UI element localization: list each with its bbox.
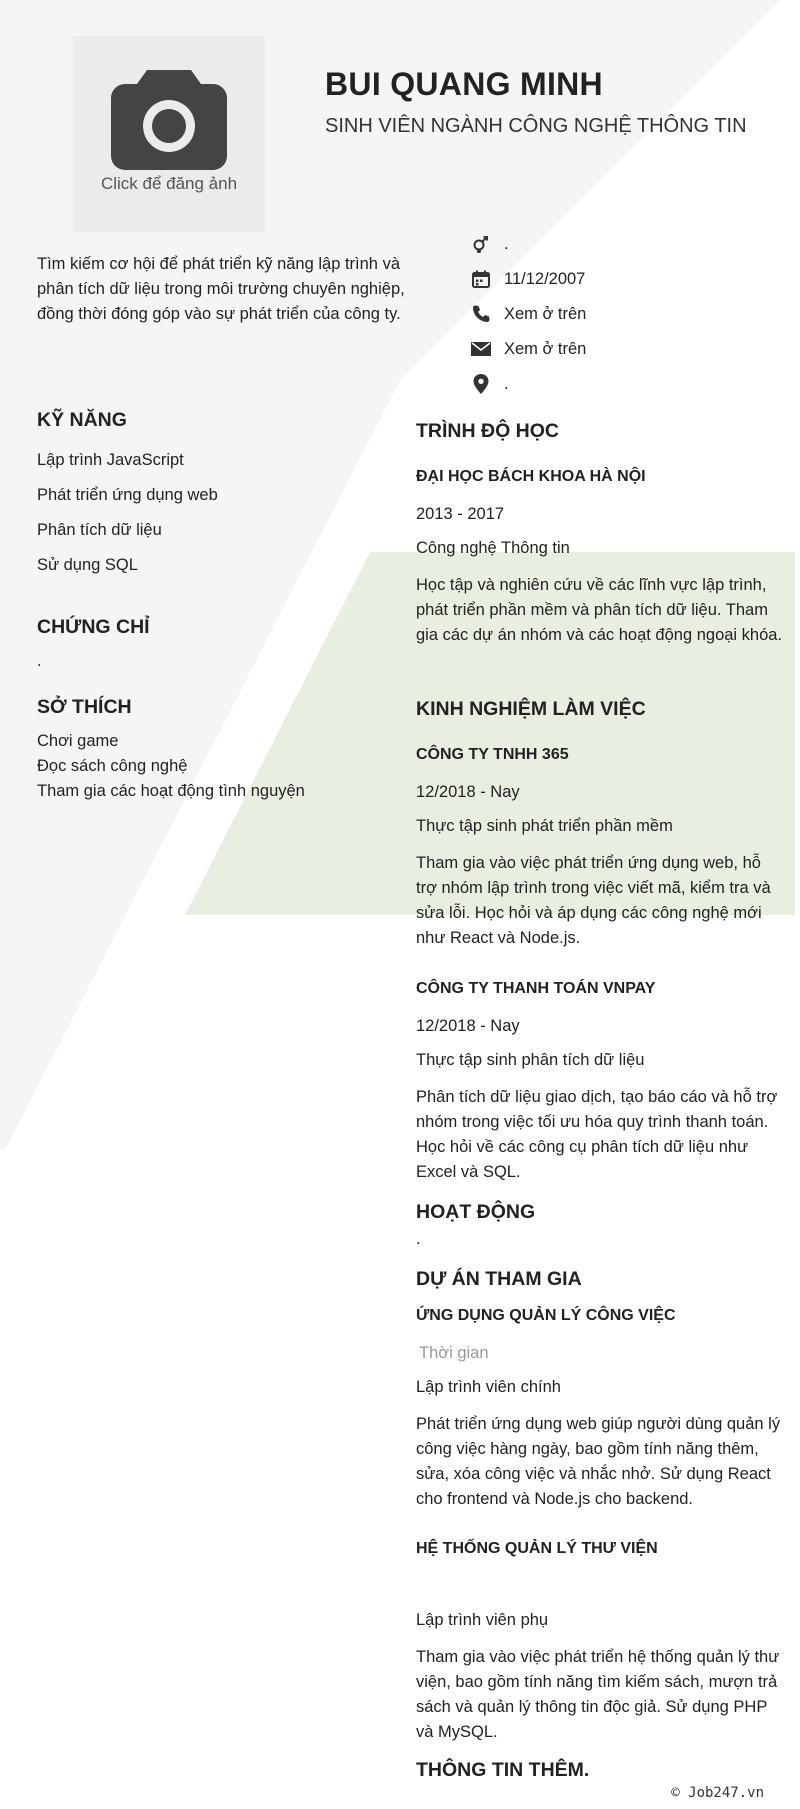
job-company: CÔNG TY TNHH 365 — [416, 746, 569, 763]
job-period: 12/2018 - Nay — [416, 1017, 520, 1035]
birthday-value: 11/12/2007 — [504, 269, 586, 288]
hobby-item: Đọc sách công nghệ — [37, 757, 188, 775]
footer-watermark: © Job247.vn — [671, 1785, 764, 1801]
camera-icon — [111, 66, 227, 170]
project-name: ỨNG DỤNG QUẢN LÝ CÔNG VIỆC — [416, 1307, 676, 1324]
skill-item: Lập trình JavaScript — [37, 451, 184, 469]
certificates-heading: CHỨNG CHỈ — [37, 616, 150, 638]
certificates-value: . — [37, 652, 42, 670]
upload-photo-label: Click để đăng ảnh — [100, 174, 238, 193]
job-position: Thực tập sinh phát triển phần mềm — [416, 817, 673, 835]
phone-value: Xem ở trên — [504, 304, 587, 323]
career-objective: Tìm kiếm cơ hội để phát triển kỹ năng lập trình và phân tích dữ liệu trong môi trường chuyên nghiệp, đồng thời đóng góp vào sự phát triển của công ty. — [37, 255, 405, 323]
profile-photo-upload[interactable] — [73, 36, 265, 232]
gender-icon — [470, 233, 492, 255]
activities-heading: HOẠT ĐỘNG — [416, 1201, 536, 1223]
contact-phone — [470, 300, 586, 328]
project-description: Phát triển ứng dụng web giúp người dùng quản lý công việc hàng ngày, bao gồm tính năng thêm, sửa, xóa công việc và nhắc nhở. Sử dụng React cho frontend và Node.js cho backend. — [416, 1415, 781, 1508]
hobby-item: Chơi game — [37, 732, 119, 750]
calendar-icon — [470, 268, 492, 290]
education-description: Học tập và nghiên cứu về các lĩnh vực lập trình, phát triển phần mềm và phân tích dữ liệu. Tham gia các dự án nhóm và các hoạt động ngoại khóa. — [416, 576, 783, 644]
contact-info — [470, 230, 586, 398]
project-time-placeholder[interactable]: Thời gian — [419, 1344, 489, 1362]
job-company: CÔNG TY THANH TOÁN VNPAY — [416, 980, 656, 997]
education-period: 2013 - 2017 — [416, 505, 505, 523]
education-heading: TRÌNH ĐỘ HỌC — [416, 420, 559, 442]
contact-gender — [470, 230, 586, 258]
additional-info-heading: THÔNG TIN THÊM. — [416, 1759, 590, 1781]
contact-birthday — [470, 265, 586, 293]
gender-value: . — [504, 234, 509, 253]
location-pin-icon — [470, 373, 492, 395]
contact-email — [470, 335, 586, 363]
job-period: 12/2018 - Nay — [416, 783, 520, 801]
skill-item: Phát triển ứng dụng web — [37, 486, 218, 504]
envelope-icon — [470, 338, 492, 360]
project-name: HỆ THỐNG QUẢN LÝ THƯ VIỆN — [416, 1540, 658, 1557]
education-major: Công nghệ Thông tin — [416, 539, 570, 557]
candidate-title: SINH VIÊN NGÀNH CÔNG NGHỆ THÔNG TIN — [325, 115, 747, 137]
job-description: Tham gia vào việc phát triển ứng dụng web, hỗ trợ nhóm lập trình trong việc viết mã, kiểm tra và sửa lỗi. Học hỏi và áp dụng các công nghệ mới như React và Node.js. — [416, 854, 771, 947]
hobby-item: Tham gia các hoạt động tình nguyện — [37, 782, 305, 800]
project-role: Lập trình viên phụ — [416, 1611, 549, 1629]
education-school: ĐẠI HỌC BÁCH KHOA HÀ NỘI — [416, 468, 646, 485]
job-position: Thực tập sinh phân tích dữ liệu — [416, 1051, 645, 1069]
skill-item: Sử dụng SQL — [37, 556, 138, 574]
skill-item: Phân tích dữ liệu — [37, 521, 162, 539]
experience-heading: KINH NGHIỆM LÀM VIỆC — [416, 698, 646, 720]
candidate-name: BUI QUANG MINH — [325, 66, 603, 102]
skills-heading: KỸ NĂNG — [37, 409, 127, 431]
hobbies-list — [37, 732, 305, 807]
phone-icon — [470, 303, 492, 325]
projects-heading: DỰ ÁN THAM GIA — [416, 1268, 582, 1290]
project-role: Lập trình viên chính — [416, 1378, 561, 1396]
address-value: . — [504, 374, 509, 393]
job-description: Phân tích dữ liệu giao dịch, tạo báo cáo và hỗ trợ nhóm trong việc tối ưu hóa quy trình thanh toán. Học hỏi về các công cụ phân tích dữ liệu như Excel và SQL. — [416, 1088, 778, 1181]
activities-value: . — [416, 1230, 421, 1248]
contact-address — [470, 370, 586, 398]
project-description: Tham gia vào việc phát triển hệ thống quản lý thư viện, bao gồm tính năng tìm kiếm sách, mượn trả sách và quản lý thông tin độc giả. Sử dụng PHP và MySQL. — [416, 1648, 780, 1741]
email-value: Xem ở trên — [504, 339, 587, 358]
hobbies-heading: SỞ THÍCH — [37, 696, 132, 718]
skills-list — [37, 451, 218, 591]
